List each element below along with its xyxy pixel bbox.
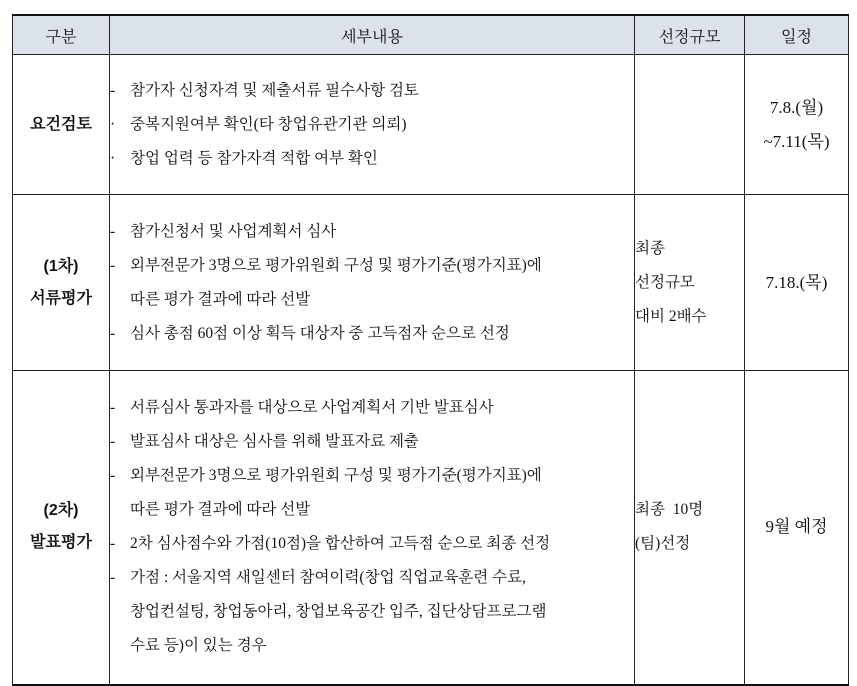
row-schedule: [745, 55, 849, 195]
category-line: 발표평가: [30, 534, 92, 552]
header-details: 세부내용: [110, 15, 635, 55]
header-category: 구분: [13, 15, 110, 55]
detail-line-continued: 수료 등)이 있는 경우: [130, 637, 267, 655]
row-scale: [635, 195, 745, 371]
scale-line: 최종: [635, 239, 665, 257]
scale-line: 최종 10명: [635, 501, 704, 519]
detail-text: 심사 총점 60점 이상 획득 대상자 중 고득점자 순으로 선정: [130, 324, 510, 342]
bullet-mark: -: [110, 222, 116, 240]
detail-text: 서류심사 통과자를 대상으로 사업계획서 기반 발표심사: [130, 399, 494, 417]
detail-text: 창업 업력 등 참가자격 적합 여부 확인: [130, 149, 378, 167]
bullet-mark: -: [110, 399, 116, 417]
row-category: [13, 55, 110, 195]
detail-line-continued: 창업컨설팅, 창업동아리, 창업보육공간 입주, 집단상담프로그램: [130, 603, 547, 621]
detail-line-continued: 따른 평가 결과에 따라 선발: [130, 501, 311, 519]
row-schedule: [745, 371, 849, 685]
table-row: [13, 55, 849, 195]
bullet-mark: ·: [110, 115, 116, 133]
detail-line: [110, 391, 634, 425]
scale-line: 선정규모: [635, 273, 695, 291]
detail-line: [110, 425, 634, 459]
table-row: [13, 371, 849, 685]
bullet-mark: -: [110, 433, 116, 451]
detail-line: [110, 215, 634, 249]
bullet-mark: -: [110, 324, 116, 342]
selection-schedule-table: [12, 14, 849, 686]
bullet-mark: -: [110, 569, 116, 587]
table-header-row: [13, 15, 849, 55]
bullet-mark: -: [110, 256, 116, 274]
detail-line-continued: 따른 평가 결과에 따라 선발: [130, 290, 311, 308]
schedule-line: 7.8.(월): [769, 97, 824, 117]
detail-line: [110, 249, 634, 283]
row-category: [13, 371, 110, 685]
bullet-mark: -: [110, 535, 116, 553]
bullet-mark: ·: [110, 149, 116, 167]
category-line: 서류평가: [30, 289, 92, 307]
detail-text: 중복지원여부 확인(타 창업유관기관 의뢰): [130, 115, 407, 133]
bullet-mark: -: [110, 81, 116, 99]
detail-text: 2차 심사점수와 가점(10점)을 합산하여 고득점 순으로 최종 선정: [130, 535, 551, 553]
detail-text: 외부전문가 3명으로 평가위원회 구성 및 평가기준(평가지표)에: [130, 256, 542, 274]
table-row: [13, 195, 849, 371]
schedule-line: 9월 예정: [765, 517, 828, 537]
row-category: [13, 195, 110, 371]
row-scale: [635, 371, 745, 685]
row-details: [110, 55, 635, 195]
detail-line: [110, 108, 634, 142]
detail-text: 참가자 신청자격 및 제출서류 필수사항 검토: [130, 81, 419, 99]
header-schedule: 일정: [745, 15, 849, 55]
detail-line: [110, 142, 634, 176]
detail-line: [110, 317, 634, 351]
row-details: [110, 371, 635, 685]
scale-line: 대비 2배수: [635, 307, 707, 325]
detail-text: 외부전문가 3명으로 평가위원회 구성 및 평가기준(평가지표)에: [130, 467, 542, 485]
category-line: 요건검토: [30, 115, 92, 133]
row-scale: [635, 55, 745, 195]
detail-line: [110, 74, 634, 108]
detail-line: [110, 459, 634, 493]
row-details: [110, 195, 635, 371]
category-line: (1차): [43, 257, 79, 275]
detail-line: [110, 561, 634, 595]
scale-line: (팀)선정: [635, 535, 691, 553]
detail-line: [110, 527, 634, 561]
row-schedule: [745, 195, 849, 371]
detail-text: 가점 : 서울지역 새일센터 참여이력(창업 직업교육훈련 수료,: [130, 569, 526, 587]
detail-text: 발표심사 대상은 심사를 위해 발표자료 제출: [130, 433, 419, 451]
category-line: (2차): [43, 502, 79, 520]
bullet-mark: -: [110, 467, 116, 485]
schedule-line: 7.18.(목): [765, 272, 828, 292]
schedule-line: ~7.11(목): [763, 131, 830, 151]
header-scale: 선정규모: [635, 15, 745, 55]
detail-text: 참가신청서 및 사업계획서 심사: [130, 222, 337, 240]
